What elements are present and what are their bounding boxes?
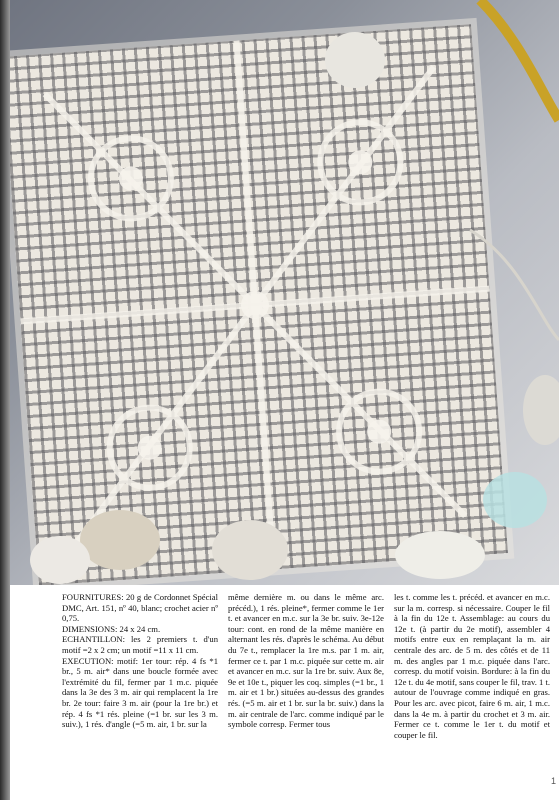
page-spine xyxy=(0,0,10,800)
seashell-icon xyxy=(30,536,90,584)
gold-ribbon-icon xyxy=(480,0,559,120)
gauge-text: ECHANTILLON: les 2 premiers t. d'un motif =2 x 2 cm; un motif =11 x 11 cm. xyxy=(62,634,218,655)
pattern-instructions xyxy=(62,592,550,797)
assembly-text: les t. comme les t. précéd. et avancer en m.c. sur la m. corresp. si nécessaire. Couper le fil à la fin du 12e t. Assemblage: au cours du 12e t. (à partir du 2e motif), assembler 4 motifs entre eux en remplaçant la m. air centrale des arc. de 5 m. des côtés et de 11 m. des angles par 1 m.c. piquée dans l'arc. corresp. du motif voisin. Bordure: à la fin du 12e t. du 4e motif, sans couper le fil, trav. 1 t. autour de l'ouvrage comme indiqué en gras. Pour les arc. avec picot, faire 6 m. air, 1 m.c. dans la 4e m. à partir du crochet et 3 m. air. Fermer ce t. comme le 1er t. du motif et couper le fil. xyxy=(394,592,551,740)
seashell-icon xyxy=(523,375,559,445)
seashell-icon xyxy=(212,520,288,580)
execution-text: EXECUTION: motif: 1er tour: rép. 4 fs *1 br., 5 m. air* dans une boucle formée avec l'extrémité du fil, fermer par 1 m.c. piquée dans la 3e des 3 m. air qui remplacent la 1re br. 2e tour: faire 3 m. air (pour la 1re br.) et rép. 4 fs *1 rés. pleine (=1 br. sur les 3 m. suiv.), 1 rés. d'angle (=5 m. air, 1 br. sur la xyxy=(62,655,218,730)
seashell-icon xyxy=(80,510,160,570)
page-number: 1 xyxy=(550,776,556,786)
column-1 xyxy=(62,592,218,797)
supplies-text: FOURNITURES: 20 g de Cordonnet Spécial DMC, Art. 151, nº 40, blanc; crochet acier nº 0,75. xyxy=(62,592,218,624)
seashell-icon xyxy=(325,32,385,88)
dimensions-text: DIMENSIONS: 24 x 24 cm. xyxy=(62,623,161,634)
column-3 xyxy=(394,592,550,797)
ornament-ball-icon xyxy=(483,472,547,528)
column-2 xyxy=(228,592,384,797)
feather-icon xyxy=(470,230,559,340)
seashell-icon xyxy=(395,531,485,579)
rounds-text: même dernière m. ou dans le même arc. précéd.), 1 rés. pleine*, fermer comme le 1er t. et avancer en m.c. sur la 3e br. suiv. 3e-12e tour: cont. en rond de la même manière en alternant les rés. d'après le schéma. Au début du 7e t., remplacer la 1re m.s. par 1 m. air, fermer ce t. par 1 m.c. piquée sur cette m. air et avancer en m.c. sur la 1re br. suiv. Aux 8e, 9e et 10e t., piquer les coq. simples (=1 br., 1 m. air et 1 br.) situées au-dessus des grandes rés. (=5 m. air et 1 br. sur la br. suiv.) dans la m. air centrale de l'arc. comme indiqué par le symbole corresp. Fermer tous xyxy=(228,592,384,730)
